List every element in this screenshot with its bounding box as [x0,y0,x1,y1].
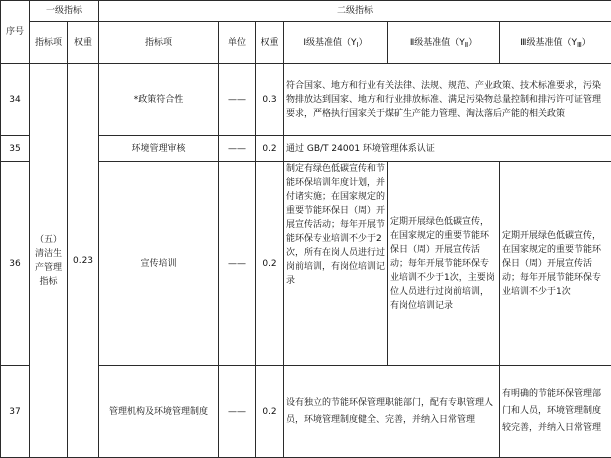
level2-item: 管理机构及环境管理制度 [99,366,219,458]
level2-item: 宣传培训 [99,162,219,366]
table-row [1,64,611,136]
benchmark-3-cell: 定期开展绿色低碳宣传，在国家规定的重要节能环保日（周）开展宣传活动；每年开展节能环保专业培训不少于1次 [500,162,611,366]
unit-cell: —— [219,136,256,162]
unit-cell: —— [219,366,256,458]
weight-cell: 0.2 [256,366,284,458]
header-l1-item: 指标项 [30,22,68,64]
row-number: 37 [1,366,30,458]
benchmark-3-cell: 有明确的节能环保管理部门和人员，环境管理制度较完善，并纳入日常管理 [500,366,611,458]
header-unit: 单位 [219,22,256,64]
level1-item: （五）清洁生产管理指标 [30,64,68,458]
header-seq: 序号 [1,1,30,64]
header-benchmark-1: Ⅰ级基准值$(Y_Ⅰ)$ [284,22,388,64]
header-level2: 二级指标 [99,1,611,22]
row-number: 36 [1,162,30,366]
benchmark-1-cell: 设有独立的节能环保管理职能部门，配有专职管理人员，环境管理制度健全、完善，并纳入日常管理 [284,366,500,458]
header-benchmark-3: Ⅲ级基准值$(Y_Ⅲ)$ [500,22,611,64]
unit-cell: —— [219,162,256,366]
weight-cell: 0.2 [256,136,284,162]
row-number: 35 [1,136,30,162]
level1-weight: 0.23 [68,64,99,458]
weight-cell: 0.3 [256,64,284,136]
header-level1: 一级指标 [30,1,99,22]
header-benchmark-2: Ⅱ级基准值$(Y_Ⅱ)$ [388,22,500,64]
header-weight: 权重 [256,22,284,64]
row-number: 34 [1,64,30,136]
header-l2-item: 指标项 [99,22,219,64]
header-l1-weight: 权重 [68,22,99,64]
level2-item: 环境管理审核 [99,136,219,162]
benchmark-1-cell: 符合国家、地方和行业有关法律、法规、规范、产业政策、技术标准要求，污染物排放达到国家、地方和行业排放标准、满足污染物总量控制和排污许可证管理要求，严格执行国家关于煤矿生产能力管理、淘汰落后产能的相关政策 [284,64,611,136]
unit-cell: —— [219,64,256,136]
benchmark-2-cell: 定期开展绿色低碳宣传，在国家规定的重要节能环保日（周）开展宣传活动；每年开展节能环保专业培训不少于1次，主要岗位人员进行过岗前培训，有岗位培训记录 [388,162,500,366]
weight-cell: 0.2 [256,162,284,366]
benchmark-1-cell: 制定有绿色低碳宣传和节能环保培训年度计划，并付诸实施；在国家规定的重要节能环保日（周）开展宣传活动；每年开展节能环保专业培训不少于2次，所有在岗人员进行过岗前培训，有岗位培训记录 [284,162,388,366]
benchmark-1-cell: 通过 GB/T 24001 环境管理体系认证 [284,136,611,162]
level2-item: *政策符合性 [99,64,219,136]
